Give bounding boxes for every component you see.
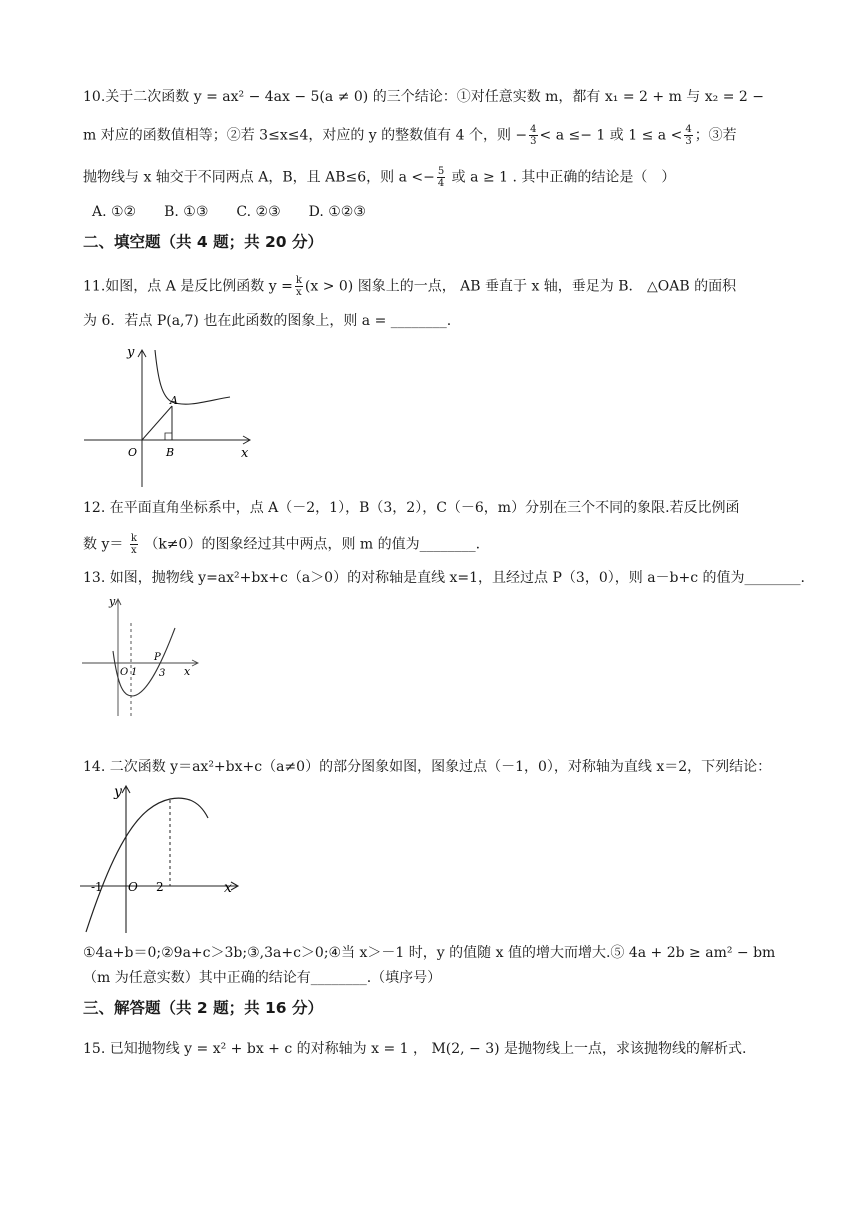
q13-parabola xyxy=(113,628,175,696)
section2-heading: 二、填空题（共 4 题；共 20 分） xyxy=(83,233,323,251)
q10-function-eq: y = ax² − 4ax − 5(a ≠ 0) xyxy=(193,89,369,105)
q13-label-o: O xyxy=(120,667,129,678)
q14-line2: ①4a+b＝0;②9a+c＞3b;③,3a+c＞0;④当 x＞－1 时，y 的值随 x 值的增大而增大.⑤ 4a + 2b ≥ am² − bm xyxy=(83,945,776,961)
q11-right-angle-mark xyxy=(165,433,172,440)
q10-fraction-4-3-b: $\frac{4}{3}$ xyxy=(685,124,692,147)
q14-label-o: O xyxy=(128,880,138,894)
q13-label-3: 3 xyxy=(159,668,166,679)
q13-label-p: P xyxy=(154,652,161,663)
q11-label-o: O xyxy=(128,446,138,459)
q11-label-a: A xyxy=(170,394,178,407)
q11-line2: 为 6．若点 P(a,7) 也在此函数的图象上，则 a = ________. xyxy=(83,313,452,329)
q14-parabola xyxy=(86,798,208,932)
q12-line1: 12. 在平面直角坐标系中，点 A（－2，1），B（3，2），C（－6，m）分别在三个不同的象限.若反比例函 xyxy=(83,500,740,516)
q13-line1: 13. 如图，抛物线 y=ax²+bx+c（a＞0）的对称轴是直线 x=1，且经过点 P（3，0），则 a－b+c 的值为________. xyxy=(83,570,805,586)
q11-fraction-k-x: $\frac{k}{x}$ xyxy=(295,275,302,298)
q10-line1: 10.关于二次函数 y = ax² − 4ax − 5(a ≠ 0) 的三个结论：①对任意实数 m，都有 x₁ = 2 + m 与 x₂ = 2 − xyxy=(83,89,764,105)
q12-line2: 数 y＝ $\frac{k}{x}$ （k≠0）的图象经过其中两点，则 m 的值为________. xyxy=(83,533,481,556)
q11-segment-oa xyxy=(142,406,172,440)
q10-line2: m 对应的函数值相等；②若 3≤x≤4，对应的 y 的整数值有 4 个，则 − $\frac{4}{3}$ < a ≤− 1 或 1 ≤ a < $\frac{4}{3}$ ；③若 xyxy=(83,124,737,147)
q14-label-neg1: -1 xyxy=(91,880,103,894)
q11-label-x: x xyxy=(241,446,249,461)
section3-heading: 三、解答题（共 2 题；共 16 分） xyxy=(83,999,323,1017)
q10-fraction-5-4: $\frac{5}{4}$ xyxy=(437,166,445,189)
q11-label-y: y xyxy=(127,345,135,360)
q13-label-1: 1 xyxy=(131,667,138,678)
q10-fraction-4-3: $\frac{4}{3}$ xyxy=(530,124,537,147)
q11-line1: 11.如图，点 A 是反比例函数 y = $\frac{k}{x}$ (x > 0) 图象上的一点， AB 垂直于 x 轴，垂足为 B． △OAB 的面积 xyxy=(83,275,737,298)
q14-label-x: x xyxy=(224,880,232,896)
q11-figure xyxy=(80,342,260,487)
q15-line1: 15. 已知抛物线 y = x² + bx + c 的对称轴为 x = 1 ， M(2, − 3) 是抛物线上一点，求该抛物线的解析式. xyxy=(83,1041,747,1057)
q13-label-x: x xyxy=(184,665,191,678)
q14-line3: （m 为任意实数）其中正确的结论有________.（填序号） xyxy=(83,970,442,986)
q11-hyperbola xyxy=(155,350,230,404)
q12-fraction-k-x: $\frac{k}{x}$ xyxy=(130,533,137,556)
q14-line1: 14. 二次函数 y＝ax²+bx+c（a≠0）的部分图象如图，图象过点（－1，0），对称轴为直线 x＝2，下列结论： xyxy=(83,759,772,775)
q14-label-2: 2 xyxy=(156,880,164,894)
q10-line3: 抛物线与 x 轴交于不同两点 A，B，且 AB≤6，则 a <− $\frac{5}{4}$ 或 a ≥ 1 . 其中正确的结论是（ ） xyxy=(83,166,676,189)
q13-figure xyxy=(80,593,205,718)
q10-options: A. ①② B. ①③ C. ②③ D. ①②③ xyxy=(92,204,366,220)
q14-figure xyxy=(78,780,243,935)
q14-label-y: y xyxy=(114,784,122,800)
q13-label-y: y xyxy=(109,595,116,608)
q11-answer-blank: a = ________ xyxy=(361,313,447,329)
q11-label-b: B xyxy=(166,446,175,459)
